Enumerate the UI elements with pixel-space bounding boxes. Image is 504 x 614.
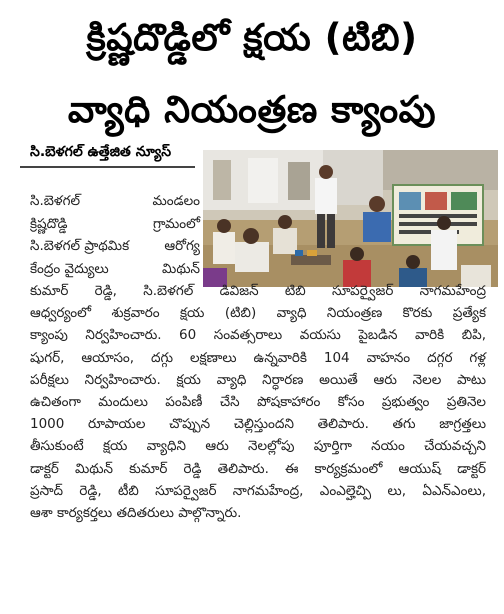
article-body bbox=[30, 280, 486, 524]
body-line: క్యాంపు నిర్వహించారు. 60 సంవత్సరాలు వయసు పైబడిన వారికి బిపి, bbox=[30, 327, 486, 344]
body-line: కుమార్ రెడ్డి, సి.బెళగల్ డివిజన్ టిబి సూపర్వైజర్ నాగమహేంద్ర bbox=[30, 283, 486, 299]
body-line: పరీక్షలు నిర్వహించారు. క్షయ వ్యాధి నిర్ధారణ అయితే ఆరు నెలల పాటు bbox=[30, 371, 486, 388]
camp-photo bbox=[203, 150, 498, 287]
body-line: ఆధ్వర్యంలో శుక్రవారం క్షయ (టిబి) వ్యాధి నియంత్రణ కొరకు ప్రత్యేక bbox=[30, 305, 486, 322]
body-line: ఉచితంగా మందులు పంపిణీ చేసి పోషకాహారం కోసం ప్రభుత్వం ప్రతినెల bbox=[30, 394, 486, 411]
body-line: షుగర్, ఆయాసం, దగ్గు లక్షణాలు ఉన్నవారికి 104 వాహనం దగ్గర గళ్ల bbox=[30, 349, 486, 366]
body-line: ప్రసాద్ రెడ్డి, టీబి సూపర్వైజర్ నాగమహేంద్ర, ఎంఎల్హెచ్పి లు, ఏఎన్ఎంలు, bbox=[30, 482, 486, 499]
body-line: 1000 రూపాయల చొప్పున చెల్లిస్తుందని తెలిపారు. తగు జాగ్రత్తలు bbox=[30, 416, 486, 433]
body-line: ఆశా కార్యకర్తలు తదితరులు పాల్గొన్నారు. bbox=[30, 505, 242, 522]
headline-line-1: క్రిష్ణదొడ్డిలో క్షయ (టిబి) bbox=[86, 16, 418, 59]
lead-line: క్రిష్ణదొడ్డి గ్రామంలో bbox=[30, 215, 200, 232]
body-line: డాక్టర్ మిథున్ కుమార్ రెడ్డి తెలిపారు. ఈ కార్యక్రమంలో ఆయుష్ డాక్టర్ bbox=[30, 460, 486, 477]
lead-line: సి.బెళగల్ మండలం bbox=[30, 193, 200, 209]
article-lead bbox=[30, 190, 200, 280]
body-line: తీసుకుంటే క్షయ వ్యాధిని ఆరు నెలల్లోపు పూర్తిగా నయం చేయవచ్చని bbox=[30, 438, 486, 455]
lead-line: సి.బెళగల్ ప్రాథమిక ఆరోగ్య bbox=[30, 238, 200, 254]
camp-photo-image bbox=[203, 150, 498, 287]
byline-divider bbox=[20, 166, 195, 168]
headline-line-2: వ్యాధి నియంత్రణ క్యాంపు bbox=[67, 88, 437, 131]
lead-line: కేంద్రం వైద్యులు మిథున్ bbox=[30, 260, 200, 277]
byline: సి.బెళగల్ ఉత్తేజిత న్యూస్ bbox=[30, 144, 172, 160]
